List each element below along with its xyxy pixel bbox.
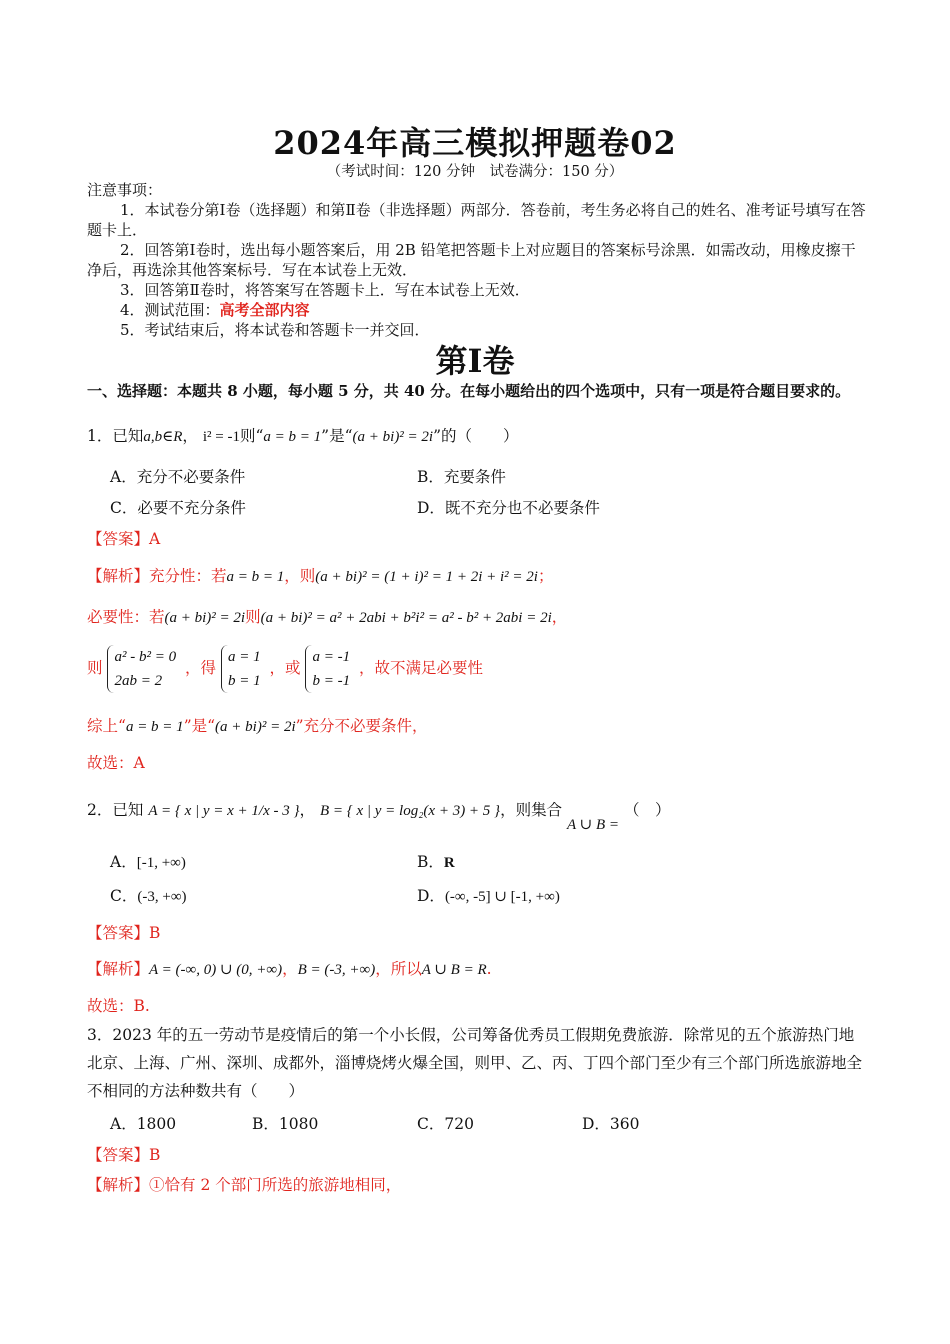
analysis-math: (a + bi)² = 2i	[215, 719, 296, 735]
q3-analysis	[87, 1173, 401, 1195]
q1-stem-text: ，	[182, 427, 198, 445]
equation-system-1	[107, 645, 180, 693]
equation-row: b = 1	[227, 673, 261, 689]
q1-answer	[87, 527, 160, 549]
analysis-text: 综上“	[87, 717, 126, 735]
answer-value: B	[149, 924, 161, 942]
q2-analysis	[87, 957, 492, 979]
q1-math: a = b = 1	[263, 429, 322, 445]
notes-heading: 注意事项：	[87, 181, 163, 199]
q3-option-a: A．1800	[110, 1115, 177, 1133]
q1-stem	[87, 424, 519, 446]
equation-row: a² - b² = 0	[114, 649, 177, 665]
q2-math: A ∪ B =	[567, 817, 620, 833]
answer-label: 【答案】	[87, 1146, 150, 1164]
analysis-text: ，	[282, 960, 298, 978]
q1-conclusion: 故选：A	[87, 754, 145, 772]
analysis-math: A ∪ B = R	[421, 962, 487, 978]
note-item-2: 2．回答第Ⅰ卷时，选出每小题答案后，用 2B 铅笔把答题卡上对应题目的答案标号涂黑．如需改动，用橡皮擦干净后，再选涂其他答案标号．写在本试卷上无效．	[87, 241, 856, 279]
q2-stem-text: 2．已知	[87, 801, 144, 819]
analysis-text: 则	[245, 608, 261, 626]
note-item-5: 5．考试结束后，将本试卷和答题卡一并交回．	[120, 321, 430, 339]
exam-subtitle: （考试时间：120 分钟 试卷满分：150 分）	[326, 164, 624, 180]
analysis-text: ，或	[269, 659, 301, 677]
analysis-text: 必要性：若	[87, 608, 165, 626]
option-label: D．	[417, 887, 445, 905]
option-math: [-1, +∞)	[136, 855, 186, 871]
q2-option-a	[110, 850, 186, 872]
q1-math: (a + bi)² = 2i	[352, 429, 434, 445]
q3-answer	[87, 1143, 160, 1165]
q3-stem: 3．2023 年的五一劳动节是疫情后的第一个小长假，公司筹备优秀员工假期免费旅游．除常见的五个旅游热门地北京、上海、广州、深圳、成都外，淄博烧烤火爆全国，则甲、乙、丙、丁四个部门至少有三个部门所选旅游地全不相同的方法种数共有（ ）	[87, 1026, 863, 1100]
analysis-text: .	[486, 960, 492, 978]
option-label: B．	[417, 853, 444, 871]
q1-analysis-line-4	[87, 714, 428, 736]
q3-option-b: B．1080	[252, 1115, 319, 1133]
q1-stem-text: ”的（ ）	[433, 427, 519, 445]
option-math: (-∞, -5] ∪ [-1, +∞)	[444, 889, 560, 905]
option-math: R	[443, 855, 455, 871]
q1-option-a: A．充分不必要条件	[110, 468, 246, 486]
analysis-text: ，则	[284, 567, 316, 585]
q1-math: i² = -1	[202, 429, 240, 445]
q1-math: a,b∈R	[143, 429, 183, 445]
analysis-text: ①恰有 2 个部门所选的旅游地相同，	[149, 1176, 402, 1194]
answer-value: A	[149, 530, 161, 548]
q2-stem-text: ，	[299, 801, 315, 819]
q2-option-b	[417, 850, 455, 872]
analysis-text: ，	[551, 608, 568, 626]
equation-system-3	[305, 645, 354, 693]
note-item-1: 1．本试卷分第Ⅰ卷（选择题）和第Ⅱ卷（非选择题）两部分．答卷前，考生务必将自己的姓名、准考证号填写在答题卡上．	[87, 201, 866, 239]
analysis-text: ，所以	[375, 960, 422, 978]
answer-label: 【答案】	[87, 530, 150, 548]
q2-option-c	[110, 884, 187, 906]
q2-answer	[87, 921, 160, 943]
q2-stem-text: ，则集合	[500, 801, 563, 819]
answer-label: 【答案】	[87, 924, 150, 942]
q2-option-d	[417, 884, 560, 906]
equation-row: a = -1	[312, 649, 351, 665]
test-scope: 高考全部内容	[219, 301, 310, 319]
q3-option-c: C．720	[417, 1115, 474, 1133]
option-label: C．	[110, 887, 138, 905]
option-math: (-3, +∞)	[137, 889, 187, 905]
answer-value: B	[149, 1146, 161, 1164]
note-item-4-label: 4．测试范围：	[120, 301, 220, 319]
analysis-math: a = b = 1	[226, 569, 285, 585]
analysis-math: (a + bi)² = (1 + i)² = 1 + 2i + i² = 2i	[315, 569, 538, 585]
q1-analysis-line-3	[87, 645, 483, 693]
equation-row: a = 1	[227, 649, 261, 665]
analysis-text: ，故不满足必要性	[359, 659, 484, 677]
equation-row: 2ab = 2	[114, 673, 163, 689]
exam-title: 2024年高三模拟押题卷02	[273, 124, 677, 162]
q2-stem-text: （ ）	[623, 801, 671, 819]
q1-stem-text: ”是“	[321, 427, 353, 445]
equation-row: b = -1	[312, 673, 351, 689]
option-label: A．	[110, 853, 137, 871]
analysis-label: 【解析】	[87, 567, 150, 585]
q1-stem-text: 1．已知	[87, 427, 144, 445]
analysis-math: (a + bi)² = 2i	[164, 610, 246, 626]
analysis-text: ”充分不必要条件，	[295, 717, 428, 735]
q1-analysis-line-1	[87, 564, 553, 586]
q1-option-c: C．必要不充分条件	[110, 499, 246, 517]
analysis-label: 【解析】	[87, 960, 150, 978]
analysis-text: 则	[87, 659, 103, 677]
analysis-math: A = (-∞, 0) ∪ (0, +∞)	[149, 962, 283, 978]
analysis-text: 充分性：若	[149, 567, 227, 585]
q1-stem-text: 则“	[239, 427, 264, 445]
section-heading: 一、选择题：本题共 8 小题，每小题 5 分，共 40 分。在每小题给出的四个选项中，只有一项是符合题目要求的。	[87, 382, 851, 400]
q3-option-d: D．360	[582, 1115, 640, 1133]
analysis-text: ；	[537, 567, 554, 585]
analysis-text: ，得	[185, 659, 217, 677]
analysis-math: (a + bi)² = a² + 2abi + b²i² = a² - b² + 2abi = 2i	[260, 610, 552, 626]
q1-analysis-line-2	[87, 605, 567, 627]
part-title: 第Ⅰ卷	[435, 342, 515, 380]
note-item-3: 3．回答第Ⅱ卷时，将答案写在答题卡上．写在本试卷上无效．	[120, 281, 530, 299]
q1-option-d: D．既不充分也不必要条件	[417, 499, 600, 517]
analysis-math: a = b = 1	[125, 719, 184, 735]
q2-math: A = { x | y = x + 1/x - 3 }	[148, 803, 300, 819]
analysis-math: B = (-3, +∞)	[297, 962, 376, 978]
q1-option-b: B．充要条件	[417, 468, 506, 486]
q2-conclusion: 故选：B.	[87, 997, 150, 1015]
note-item-4	[87, 300, 867, 320]
analysis-label: 【解析】	[87, 1176, 150, 1194]
notes-block	[87, 180, 867, 340]
equation-system-2	[221, 645, 265, 693]
q2-stem	[87, 798, 671, 833]
q2-math: B = { x | y = log₂(x + 3) + 5 }	[319, 803, 501, 819]
analysis-text: ”是“	[183, 717, 216, 735]
